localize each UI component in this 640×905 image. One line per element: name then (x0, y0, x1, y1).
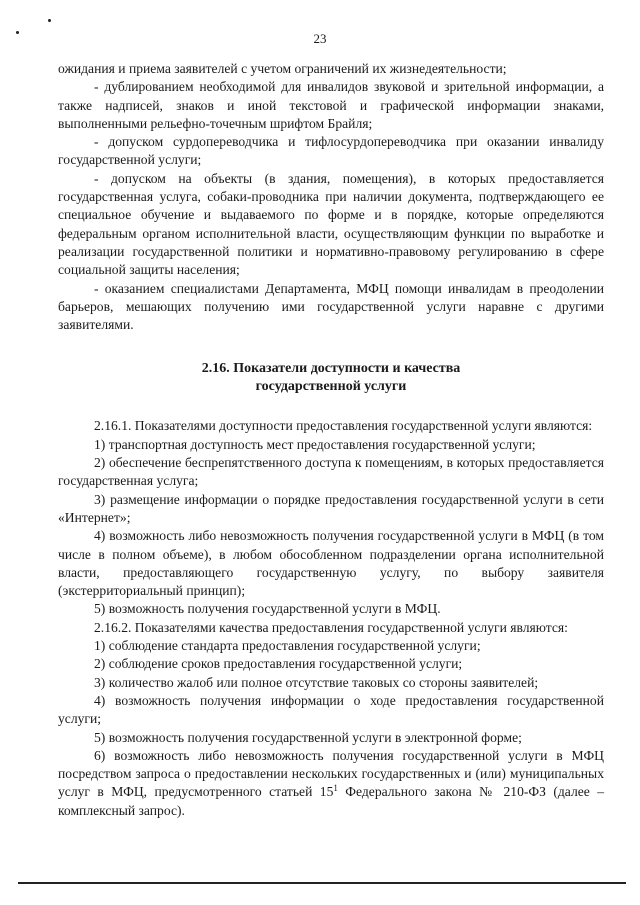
list-item: 4) возможность получения информации о ходе предоставления государственной услуги; (58, 692, 604, 727)
list-item: 5) возможность получения государственной услуги в МФЦ. (94, 601, 441, 617)
list-item: 5) возможность получения государственной услуги в электронной форме; (94, 729, 522, 745)
paragraph: - оказанием специалистами Департамента, МФЦ помощи инвалидам в преодолении барьеров, мешающих получению ими государственной услуги наравне с другими заявителями. (58, 280, 604, 333)
paragraph: 2.16.2. Показателями качества предоставления государственной услуги являются: (94, 619, 568, 635)
paragraph: - дублированием необходимой для инвалидов звуковой и зрительной информации, а также надписей, знаков и иной текстовой и графической информации знаками, выполненными рельефно-точечным шрифтом Брайля; (58, 79, 604, 131)
paragraph: ожидания и приема заявителей с учетом ограничений их жизнедеятельности; (58, 61, 507, 76)
list-item: 2) соблюдение сроков предоставления государственной услуги; (94, 656, 463, 672)
list-item (58, 747, 604, 820)
page-number: 23 (313, 31, 327, 46)
list-item: 1) соблюдение стандарта предоставления государственной услуги; (94, 638, 481, 654)
section-heading-line: государственной услуги (255, 379, 407, 395)
section-heading-line: 2.16. Показатели доступности и качества (201, 361, 461, 377)
list-item: 3) количество жалоб или полное отсутствие таковых со стороны заявителей; (94, 674, 539, 690)
bottom-rule (18, 882, 626, 884)
scan-speck (48, 19, 51, 22)
list-item-text: 6) возможность либо невозможность получения государственной услуги в МФЦ посредством запроса о предоставлении нескольких государственных и (или) муниципальных услуг в МФЦ, предусмотренного статьей 15 (58, 747, 604, 800)
list-item-text: Федерального закона № 210-ФЗ (далее – комплексный запрос). (58, 784, 604, 818)
list-item: 3) размещение информации о порядке предоставления государственной услуги в сети «Интернет»; (58, 491, 604, 525)
paragraph: 2.16.1. Показателями доступности предоставления государственной услуги являются: (94, 418, 593, 434)
list-item: 1) транспортная доступность мест предоставления государственной услуги; (94, 436, 536, 452)
list-item: 2) обеспечение беспрепятственного доступа к помещениям, в которых предоставляется государственная услуга; (58, 455, 604, 489)
superscript: 1 (333, 783, 338, 794)
paragraph: - допуском на объекты (в здания, помещения), в которых предоставляется государственная услуга, собаки-проводника при наличии документа, подтверждающего ее специальное обучение и выдаваемого по форме и в порядке, которые определяются федеральным органом исполнительной власти, осуществляющим функции по выработке и реализации государственной политики и нормативно-правовому регулированию в сфере социальной защиты населения; (58, 170, 604, 278)
document-body (58, 60, 604, 820)
section-heading (58, 360, 604, 396)
list-item: 4) возможность либо невозможность получения государственной услуги в МФЦ (в том числе в полном объеме), в любом обособленном подразделении органа исполнительной власти, предоставляющего государственную услугу, по выбору заявителя (экстерриториальный принцип); (58, 528, 604, 599)
paragraph: - допуском сурдопереводчика и тифлосурдопереводчика при оказании инвалиду государственной услуги; (58, 134, 604, 168)
